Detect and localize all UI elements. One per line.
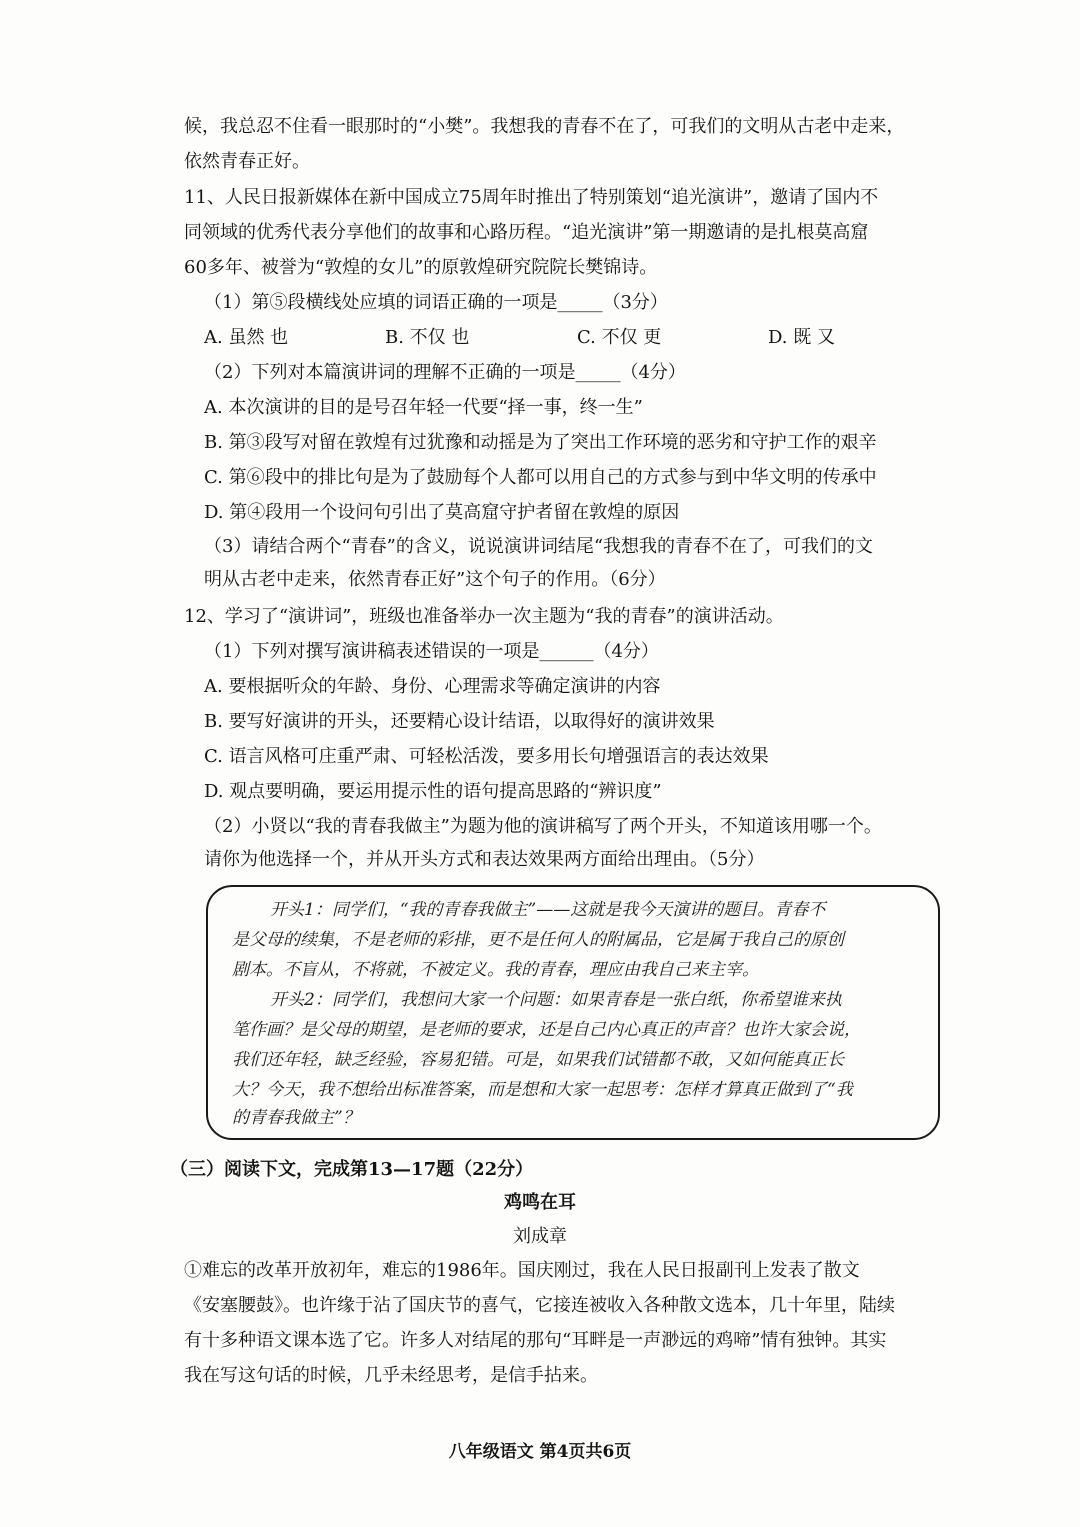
question-12-1: （1）下列对撰写演讲稿表述错误的一项是______（4分）	[204, 641, 659, 662]
option-c: C. 不仅 更	[577, 327, 662, 348]
opening-2-text: 的青春我做主”？	[232, 1108, 360, 1128]
question-11-stem: 同领域的优秀代表分享他们的故事和心路历程。“追光演讲”第一期邀请的是扎根莫高窟	[184, 222, 869, 243]
opening-1-text: 是父母的续集，不是老师的彩排，更不是任何人的附属品，它是属于我自己的原创	[232, 930, 844, 950]
opening-2-text: 我们还年轻，缺乏经验，容易犯错。可是，如果我们试错都不敢，又如何能真正长	[232, 1050, 844, 1070]
option-b: B. 第③段写对留在敦煌有过犹豫和动摇是为了突出工作环境的恶劣和守护工作的艰辛	[204, 432, 877, 453]
text-line: 候，我总忍不住看一眼那时的“小樊”。我想我的青春不在了，可我们的文明从古老中走来，	[184, 116, 905, 137]
option-c: C. 语言风格可庄重严肃、可轻松活泼，要多用长句增强语言的表达效果	[204, 746, 769, 767]
text-line: 依然青春正好。	[184, 151, 310, 172]
opening-1-text: 开头1：同学们，“我的青春我做主”——这就是我今天演讲的题目。青春不	[270, 900, 826, 920]
question-11-3: （3）请结合两个“青春”的含义，说说演讲词结尾“我想我的青春不在了，可我们的文	[204, 536, 874, 557]
option-c: C. 第⑥段中的排比句是为了鼓励每个人都可以用自己的方式参与到中华文明的传承中	[204, 467, 877, 488]
article-title: 鸡鸣在耳	[504, 1192, 576, 1213]
option-b: B. 不仅 也	[385, 327, 470, 348]
opening-2-text: 笔作画？是父母的期望，是老师的要求，还是自己内心真正的声音？也许大家会说，	[232, 1020, 861, 1040]
page-footer: 八年级语文 第4页共6页	[448, 1442, 632, 1462]
article-paragraph: 有十多种语文课本选了它。许多人对结尾的那句“耳畔是一声渺远的鸡啼”情有独钟。其实	[184, 1330, 887, 1351]
question-11-stem: 60多年、被誉为“敦煌的女儿”的原敦煌研究院院长樊锦诗。	[184, 257, 658, 278]
opening-2-text: 开头2：同学们，我想问大家一个问题：如果青春是一张白纸，你希望谁来执	[270, 990, 842, 1010]
question-11-2: （2）下列对本篇演讲词的理解不正确的一项是_____（4分）	[204, 362, 686, 383]
article-paragraph: 我在写这句话的时候，几乎未经思考，是信手拈来。	[184, 1365, 598, 1386]
option-a: A. 本次演讲的目的是号召年轻一代要“择一事，终一生”	[204, 397, 643, 418]
question-11-3: 明从古老中走来，依然青春正好”这个句子的作用。（6分）	[204, 569, 666, 590]
question-12-stem: 12、学习了“演讲词”，班级也准备举办一次主题为“我的青春”的演讲活动。	[184, 606, 784, 627]
option-b: B. 要写好演讲的开头，还要精心设计结语，以取得好的演讲效果	[204, 711, 715, 732]
opening-1-text: 剧本。不盲从，不将就，不被定义。我的青春，理应由我自己来主宰。	[232, 960, 759, 980]
question-11-1: （1）第⑤段横线处应填的词语正确的一项是_____（3分）	[204, 292, 668, 313]
option-a: A. 要根据听众的年龄、身份、心理需求等确定演讲的内容	[204, 676, 661, 697]
opening-2-text: 大？今天，我不想给出标准答案，而是想和大家一起思考：怎样才算真正做到了“我	[232, 1080, 853, 1100]
article-paragraph: ①难忘的改革开放初年，难忘的1986年。国庆刚过，我在人民日报副刊上发表了散文	[184, 1260, 860, 1281]
option-d: D. 第④段用一个设问句引出了莫高窟守护者留在敦煌的原因	[204, 502, 680, 523]
question-12-2: （2）小贤以“我的青春我做主”为题为他的演讲稿写了两个开头，不知道该用哪一个。	[204, 816, 882, 837]
article-paragraph: 《安塞腰鼓》。也许缘于沾了国庆节的喜气，它接连被收入各种散文选本，几十年里，陆续	[184, 1295, 895, 1316]
article-author: 刘成章	[513, 1226, 567, 1247]
question-12-2: 请你为他选择一个，并从开头方式和表达效果两方面给出理由。（5分）	[204, 849, 765, 870]
option-d: D. 观点要明确，要运用提示性的语句提高思路的“辨识度”	[204, 781, 662, 802]
question-11-stem: 11、人民日报新媒体在新中国成立75周年时推出了特别策划“追光演讲”，邀请了国内不	[184, 187, 879, 208]
option-a: A. 虽然 也	[204, 327, 289, 348]
option-d: D. 既 又	[768, 327, 835, 348]
section-heading: （三）阅读下文，完成第13—17题（22分）	[170, 1159, 534, 1180]
